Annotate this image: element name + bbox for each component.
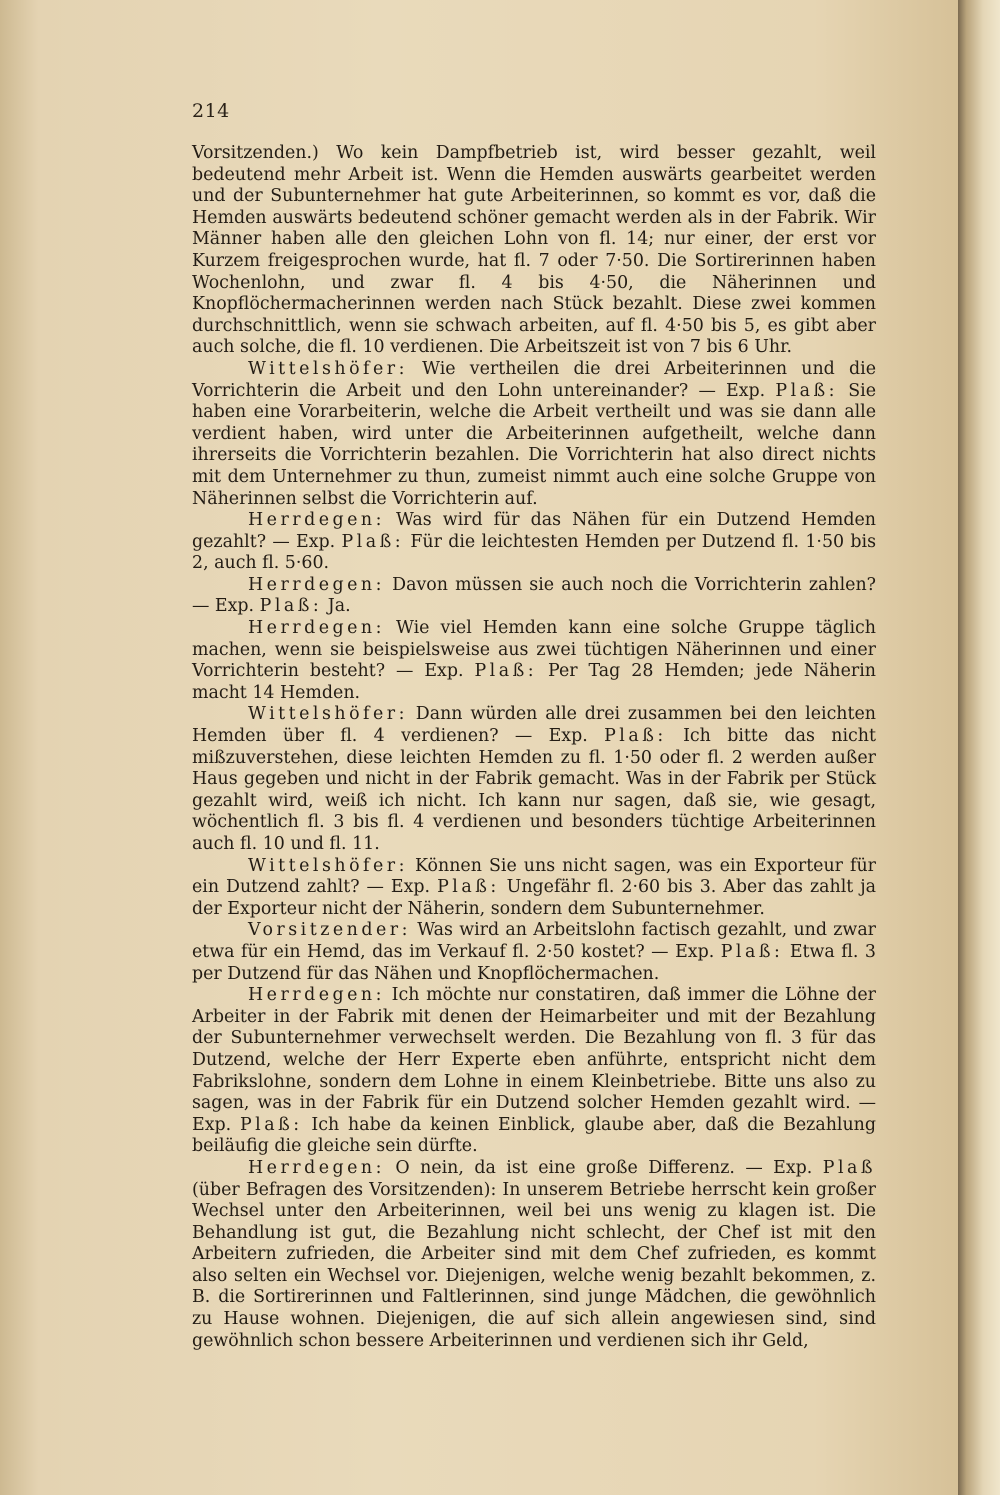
paragraph	[192, 856, 876, 921]
book-spine-edge	[958, 0, 1000, 1495]
speaker-name: Herrdegen:	[248, 574, 385, 595]
speaker-name: Plaß:	[259, 596, 323, 617]
paragraph-text: Sie haben eine Vorarbeiterin, welche die Arbeit vertheilt und was sie dann alle verdient haben, wird unter die Arbeiterinnen aufgetheilt, welche dann ihrerseits die Vorrichterin bezahlen. Die Vorrichterin hat also direct nichts mit dem Unternehmer zu thun, zumeist nimmt auch eine solche Gruppe von Näherinnen selbst die Vorrichterin auf.	[192, 380, 877, 509]
paragraph	[192, 575, 876, 618]
speaker-name: Plaß:	[437, 877, 500, 898]
paragraph-text: Was wird an Arbeitslohn factisch gezahlt, und zwar etwa für ein Hemd, das im Verkauf fl. 2·50 kostet? — Exp.	[192, 920, 876, 962]
speaker-name: Herrdegen:	[248, 1157, 385, 1178]
paragraph	[192, 920, 876, 985]
paragraph-text: Für die leichtesten Hemden per Dutzend fl. 1·50 bis 2, auch fl. 5·60.	[192, 531, 877, 574]
paragraph-text: Was wird für das Nähen für ein Dutzend Hemden gezahlt? — Exp.	[192, 510, 876, 552]
paragraph-text: Können Sie uns nicht sagen, was ein Exporteur für ein Dutzend zahlt? — Exp.	[192, 855, 876, 898]
speaker-name: Plaß:	[341, 531, 405, 552]
speaker-name: Plaß:	[775, 380, 839, 401]
speaker-name: Herrdegen:	[248, 510, 385, 531]
speaker-name: Plaß	[822, 1157, 876, 1178]
paragraph-text: O nein, da ist eine große Differenz. — Exp.	[385, 1157, 823, 1178]
speaker-name: Plaß:	[239, 1114, 303, 1135]
paragraph-text: Ungefähr fl. 2·60 bis 3. Aber das zahlt ja der Exporteur nicht der Näherin, sondern dem Subunternehmer.	[192, 877, 876, 919]
paragraph-text: Ja.	[322, 596, 351, 617]
speaker-name: Herrdegen:	[248, 618, 385, 639]
paragraph-text: Per Tag 28 Hemden; jede Näherin macht 14 Hemden.	[192, 661, 876, 703]
paragraph-text: Davon müssen sie auch noch die Vorrichterin zahlen? — Exp.	[192, 574, 876, 617]
paragraph-text: Ich habe da keinen Einblick, glaube aber, daß die Bezahlung beiläufig die gleiche sein dürfte.	[192, 1114, 876, 1157]
paragraph-text: Vorsitzenden.) Wo kein Dampfbetrieb ist, wird besser gezahlt, weil bedeutend mehr Arbeit ist. Wenn die Hemden auswärts gearbeitet werden und der Subunternehmer hat gute Arbeiterinnen, so kommt es vor, daß die Hemden auswärts bedeutend schöner gemacht werden als in der Fabrik. Wir Männer haben alle den gleichen Lohn von fl. 14; nur einer, der erst vor Kurzem freigesprochen wurde, hat fl. 7 oder 7·50. Die Sortirerinnen haben Wochenlohn, und zwar fl. 4 bis 4·50, die Näherinnen und Knopflöchermacherinnen werden nach Stück bezahlt. Diese zwei kommen durchschnittlich, wenn sie schwach arbeiten, auf fl. 4·50 bis 5, es gibt aber auch solche, die fl. 10 verdienen. Die Arbeitszeit ist von 7 bis 6 Uhr.	[192, 143, 876, 358]
paragraph-text: Ich möchte nur constatiren, daß immer die Löhne der Arbeiter in der Fabrik mit denen der Heimarbeiter und mit der Bezahlung der Subunternehmer verwechselt werden. Die Bezahlung von fl. 3 für das Dutzend, welche der Herr Experte eben anführte, entspricht nicht dem Fabrikslohne, sondern dem Lohne in einem Kleinbetriebe. Bitte uns also zu sagen, was in der Fabrik für ein Dutzend solcher Hemden gezahlt wird. — Exp.	[192, 985, 876, 1135]
paragraph	[192, 1158, 876, 1352]
paragraph-text: Etwa fl. 3 per Dutzend für das Nähen und Knopflöchermachen.	[192, 941, 876, 984]
page-number: 214	[192, 100, 230, 122]
paragraph-text: Dann würden alle drei zusammen bei den leichten Hemden über fl. 4 verdienen? — Exp.	[192, 704, 876, 747]
paragraph-text: Wie viel Hemden kann eine solche Gruppe täglich machen, wenn sie beispielsweise aus zwei tüchtigen Näherinnen und einer Vorrichterin besteht? — Exp.	[192, 618, 876, 682]
speaker-name: Wittelshöfer:	[248, 704, 408, 725]
paragraph-text: Ich bitte das nicht mißzuverstehen, diese leichten Hemden zu fl. 1·50 oder fl. 2 werden außer Haus gegeben und nicht in der Fabrik gemacht. Was in der Fabrik per Stück gezahlt wird, weiß ich nicht. Ich kann nur sagen, daß sie, wie gesagt, wöchentlich fl. 3 bis fl. 4 verdienen und besonders tüchtige Arbeiterinnen auch fl. 10 und fl. 11.	[192, 726, 876, 854]
speaker-name: Herrdegen:	[248, 985, 385, 1006]
paragraph	[192, 359, 876, 510]
paragraph	[192, 618, 876, 704]
speaker-name: Plaß:	[720, 941, 784, 962]
paragraph	[192, 704, 876, 855]
speaker-name: Wittelshöfer:	[248, 358, 408, 379]
paragraph	[192, 985, 876, 1158]
speaker-name: Vorsitzender:	[248, 920, 411, 941]
body-text	[192, 143, 876, 1352]
speaker-name: Plaß:	[604, 726, 667, 747]
paragraph	[192, 143, 876, 359]
speaker-name: Plaß:	[474, 661, 538, 682]
paragraph-text: (über Befragen des Vorsitzenden): In unserem Betriebe herrscht kein großer Wechsel unter den Arbeiterinnen, weil bei uns wenig zu klagen ist. Die Behandlung ist gut, die Bezahlung nicht schlecht, der Chef ist mit den Arbeitern zufrieden, die Arbeiter sind mit dem Chef zufrieden, es kommt also selten ein Wechsel vor. Diejenigen, welche wenig bezahlt bekommen, z. B. die Sortirerinnen und Faltlerinnen, sind junge Mädchen, die gewöhnlich zu Hause wohnen. Diejenigen, die auf sich allein angewiesen sind, sind gewöhnlich schon bessere Arbeiterinnen und verdienen sich ihr Geld,	[192, 1179, 876, 1351]
paragraph	[192, 510, 876, 575]
speaker-name: Wittelshöfer:	[248, 855, 408, 876]
paragraph-text: Wie vertheilen die drei Arbeiterinnen und die Vorrichterin die Arbeit und den Lohn untereinander? — Exp.	[192, 358, 876, 401]
